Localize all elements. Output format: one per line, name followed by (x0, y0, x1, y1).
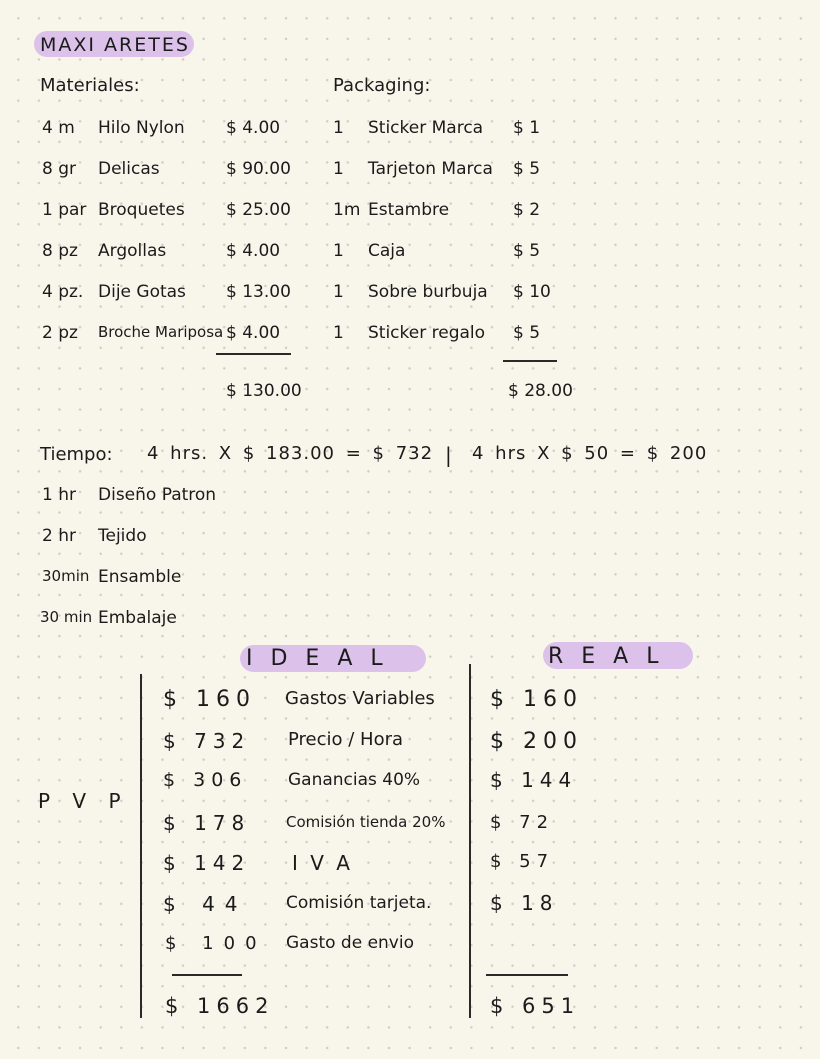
packaging-total: $ 28.00 (508, 381, 573, 401)
material-name: Delicas (98, 159, 160, 179)
ideal-value: $ 100 (165, 933, 267, 954)
material-qty: 1 par (42, 200, 87, 220)
packaging-qty: 1 (333, 323, 344, 343)
concept-label: Comisión tienda 20% (286, 813, 446, 831)
ideal-value: $ 178 (163, 811, 251, 835)
packaging-price: $ 5 (513, 323, 541, 343)
ideal-value: $ 160 (163, 687, 256, 712)
materials-total-rule (216, 353, 291, 355)
packaging-price: $ 5 (513, 159, 541, 179)
real-value: $ 144 (490, 768, 578, 792)
material-qty: 8 pz (42, 241, 78, 261)
packaging-name: Caja (368, 241, 406, 261)
real-header: REAL (548, 644, 677, 669)
packaging-price: $ 5 (513, 241, 541, 261)
material-qty: 8 gr (42, 159, 76, 179)
real-value: $ 57 (490, 851, 555, 872)
ideal-value: $ 142 (163, 851, 251, 875)
real-value: $ 18 (490, 891, 559, 915)
concept-label: Ganancias 40% (288, 770, 421, 790)
real-value: $ 200 (490, 729, 583, 754)
time-calc-real: 4 hrs X $ 50 = $ 200 (472, 443, 708, 464)
ideal-header: IDEAL (246, 646, 401, 671)
packaging-price: $ 10 (513, 282, 551, 302)
material-name: Hilo Nylon (98, 118, 185, 138)
task-name: Ensamble (98, 567, 182, 587)
task-name: Tejido (98, 526, 147, 546)
packaging-name: Tarjeton Marca (368, 159, 493, 179)
packaging-heading: Packaging: (333, 75, 431, 96)
material-qty: 4 pz. (42, 282, 84, 302)
concept-label: Precio / Hora (288, 729, 404, 750)
concept-label: Comisión tarjeta. (286, 893, 432, 913)
packaging-price: $ 1 (513, 118, 541, 138)
packaging-qty: 1 (333, 241, 344, 261)
concept-label: I V A (292, 851, 353, 875)
task-name: Embalaje (98, 608, 177, 628)
time-label: Tiempo: (40, 444, 113, 465)
concept-label: Gastos Variables (285, 688, 435, 709)
packaging-qty: 1 (333, 159, 344, 179)
center-vertical-rule (469, 664, 471, 1018)
packaging-name: Sticker Marca (368, 118, 484, 138)
task-duration: 1 hr (42, 485, 76, 505)
left-vertical-rule (140, 674, 142, 1018)
task-duration: 2 hr (42, 526, 76, 546)
pvp-label: P V P (38, 789, 129, 813)
ideal-total: $ 1662 (165, 994, 275, 1018)
packaging-qty: 1 (333, 118, 344, 138)
packaging-name: Estambre (368, 200, 450, 220)
time-calc-ideal: 4 hrs. X $ 183.00 = $ 732 (147, 443, 434, 464)
task-name: Diseño Patron (98, 485, 217, 505)
material-price: $ 25.00 (226, 200, 291, 220)
ideal-value: $ 306 (163, 769, 248, 791)
material-price: $ 4.00 (226, 323, 281, 343)
ideal-total-rule (172, 974, 242, 976)
packaging-price: $ 2 (513, 200, 541, 220)
real-total-rule (486, 974, 568, 976)
task-duration: 30 min (40, 608, 93, 626)
packaging-qty: 1m (333, 200, 361, 220)
real-value: $ 160 (490, 687, 583, 712)
concept-label: Gasto de envio (286, 933, 414, 953)
ideal-value: $ 732 (163, 729, 251, 753)
packaging-total-rule (503, 360, 557, 362)
task-duration: 30min (42, 567, 90, 585)
material-qty: 4 m (42, 118, 75, 138)
ideal-value: $ 44 (163, 892, 248, 916)
material-price: $ 4.00 (226, 241, 281, 261)
material-price: $ 13.00 (226, 282, 291, 302)
packaging-qty: 1 (333, 282, 344, 302)
material-price: $ 4.00 (226, 118, 281, 138)
real-total: $ 651 (490, 994, 581, 1018)
material-qty: 2 pz (42, 323, 78, 343)
material-name: Broquetes (98, 200, 185, 220)
material-price: $ 90.00 (226, 159, 291, 179)
materials-heading: Materiales: (40, 75, 140, 96)
real-value: $ 72 (490, 812, 555, 833)
material-name: Argollas (98, 241, 167, 261)
materials-total: $ 130.00 (226, 381, 302, 401)
page-title: MAXI ARETES (40, 34, 190, 56)
material-name: Dije Gotas (98, 282, 186, 302)
packaging-name: Sticker regalo (368, 323, 486, 343)
material-name: Broche Mariposa (98, 323, 224, 341)
packaging-name: Sobre burbuja (368, 282, 488, 302)
time-calc-separator: | (445, 443, 453, 467)
